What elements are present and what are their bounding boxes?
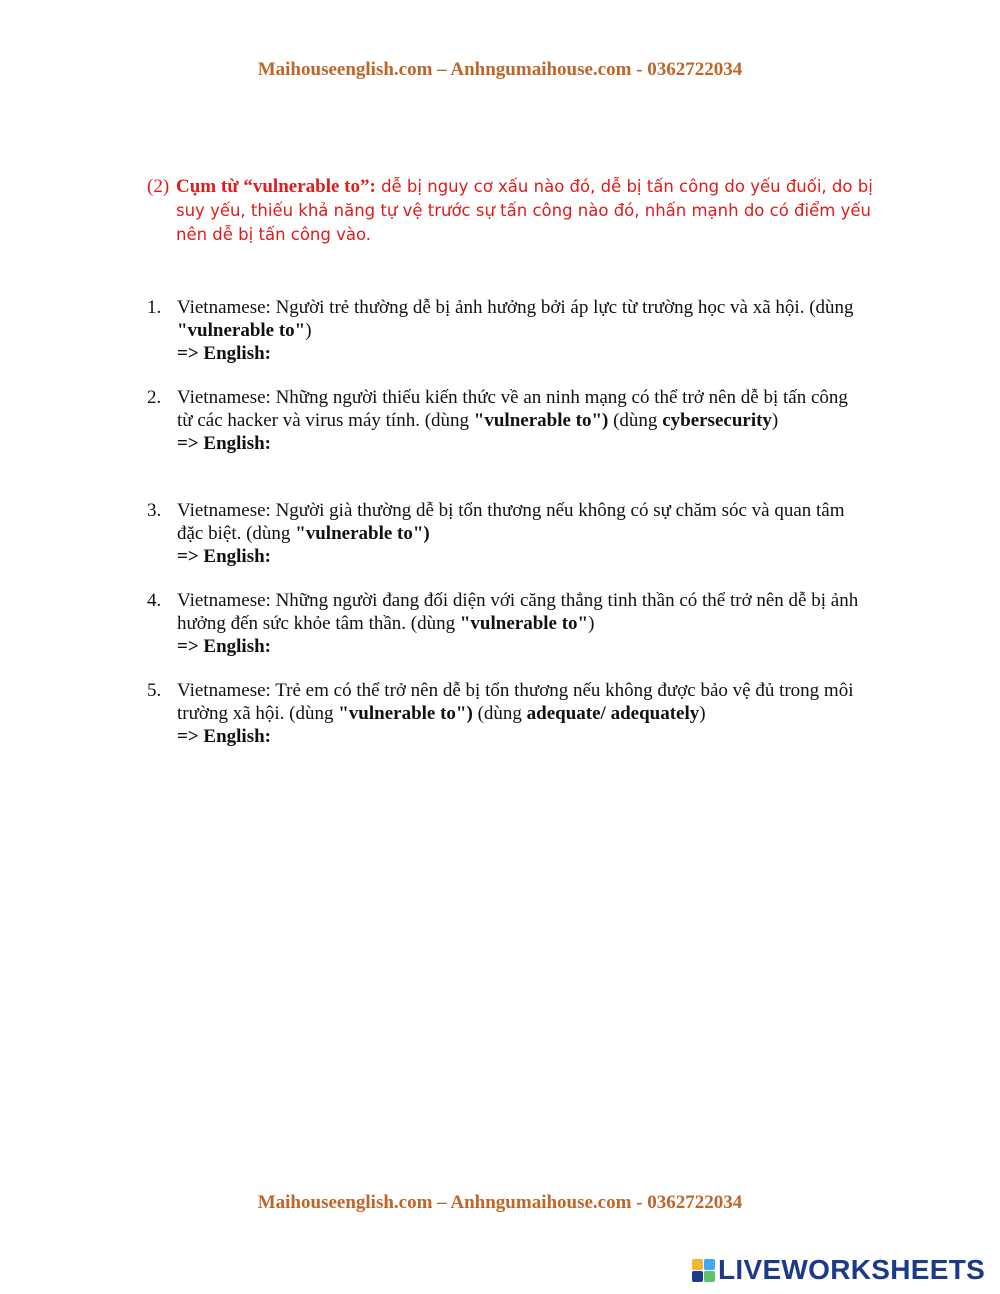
keyword: "vulnerable to")	[295, 523, 430, 544]
keyword: "vulnerable to")	[473, 410, 609, 431]
exercise-hint: đặc biệt. (dùng "vulnerable to")	[177, 523, 430, 544]
logo-tile	[704, 1271, 715, 1282]
exercise-4	[147, 589, 887, 658]
phrase-term: Cụm từ “vulnerable to”:	[176, 176, 376, 197]
exercise-number: 1.	[147, 297, 162, 318]
exercise-vietnamese: Vietnamese: Trẻ em có thể trở nên dễ bị tổn thương nếu không được bảo vệ đủ trong môi	[177, 680, 854, 701]
english-answer-label: => English:	[177, 433, 271, 454]
exercise-vietnamese: Vietnamese: Người trẻ thường dễ bị ảnh hưởng bởi áp lực từ trường học và xã hội. (dùng	[177, 297, 854, 318]
page-footer: Maihouseenglish.com – Anhngumaihouse.com - 0362722034	[257, 1192, 743, 1213]
phrase-number: (2)	[147, 176, 170, 197]
exercise-vietnamese: Vietnamese: Những người thiếu kiến thức về an ninh mạng có thể trở nên dễ bị tấn công	[177, 387, 848, 408]
keyword: "vulnerable to")	[338, 703, 473, 724]
english-answer-label: => English:	[177, 343, 271, 364]
logo-tile	[692, 1271, 703, 1282]
exercise-2	[147, 386, 887, 455]
liveworksheets-wordmark: LIVEWORKSHEETS	[718, 1254, 986, 1285]
exercise-hint: hưởng đến sức khỏe tâm thần. (dùng "vulnerable to")	[177, 613, 595, 634]
exercise-number: 5.	[147, 680, 162, 701]
page-header: Maihouseenglish.com – Anhngumaihouse.com - 0362722034	[257, 59, 743, 80]
exercise-hint: từ các hacker và virus máy tính. (dùng "vulnerable to") (dùng cybersecurity)	[177, 410, 779, 431]
logo-tile	[692, 1259, 703, 1270]
exercise-5	[147, 679, 887, 748]
exercise-number: 2.	[147, 387, 162, 408]
exercise-vietnamese: Vietnamese: Người già thường dễ bị tổn thương nếu không có sự chăm sóc và quan tâm	[177, 500, 845, 521]
phrase-meaning: dễ bị nguy cơ xấu nào đó, dễ bị tấn công do yếu đuối, do bị suy yếu, thiếu khả năng tự vệ trước sự tấn công nào đó, nhấn mạnh do có điểm yếu nên dễ bị tấn công vào.	[176, 177, 873, 244]
exercise-vietnamese: Vietnamese: Những người đang đối diện với căng thẳng tinh thần có thể trở nên dễ bị ảnh	[177, 590, 859, 611]
exercise-hint: trường xã hội. (dùng "vulnerable to") (dùng adequate/ adequately)	[177, 703, 706, 724]
english-answer-label: => English:	[177, 636, 271, 657]
keyword: cybersecurity	[662, 410, 772, 431]
english-answer-label: => English:	[177, 726, 271, 747]
exercise-number: 4.	[147, 590, 162, 611]
exercise-hint: "vulnerable to")	[177, 320, 312, 341]
logo-tile	[704, 1259, 715, 1270]
exercise-1	[147, 296, 887, 365]
keyword: "vulnerable to"	[177, 320, 306, 341]
exercise-number: 3.	[147, 500, 162, 521]
exercise-3	[147, 499, 887, 568]
liveworksheets-icon	[692, 1259, 715, 1282]
liveworksheets-logo[interactable]	[692, 1255, 985, 1285]
keyword: adequate/ adequately	[526, 703, 700, 724]
english-answer-label: => English:	[177, 546, 271, 567]
keyword: "vulnerable to"	[459, 613, 589, 634]
phrase-definition	[147, 175, 877, 247]
